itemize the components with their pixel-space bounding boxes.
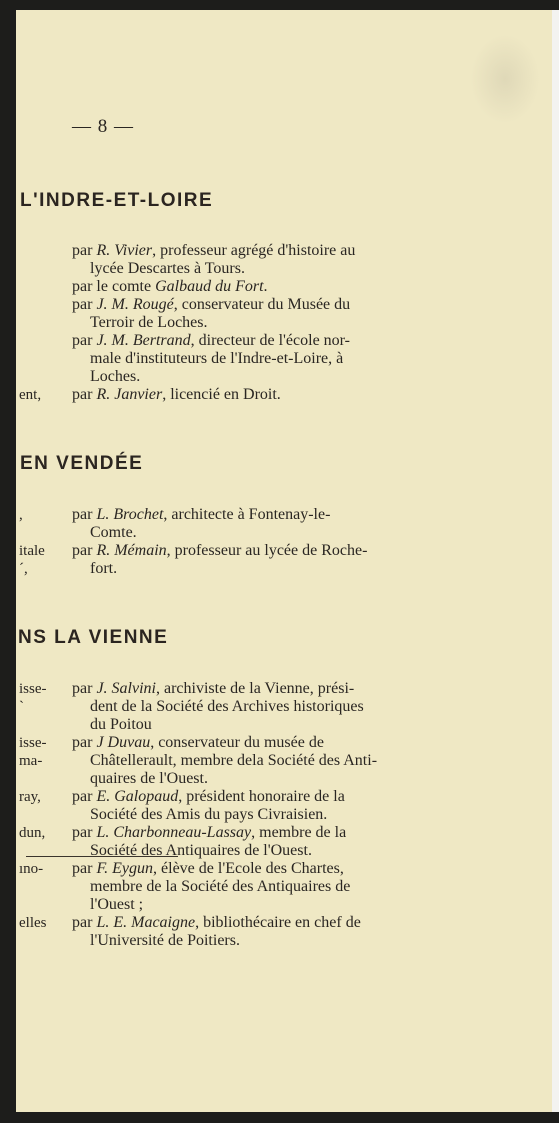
author-name: R. Vivier — [96, 242, 153, 259]
entry-line: par F. Eygun, élève de l'Ecole des Chartes, — [72, 860, 344, 877]
entry-line: l'Université de Poitiers. — [90, 932, 240, 949]
margin-fragment: isse- — [19, 681, 47, 697]
entry-line: par J. M. Rougé, conservateur du Musée du — [72, 296, 351, 313]
author-name: J. M. Rougé — [96, 296, 174, 313]
entry-vivier — [72, 242, 462, 278]
entry-salvini — [72, 680, 462, 734]
entry-line: fort. — [90, 560, 118, 577]
entry-line: l'Ouest ; — [90, 896, 144, 913]
entry-line: par E. Galopaud, président honoraire de la — [72, 788, 345, 805]
author-name: Galbaud du Fort — [155, 278, 264, 295]
margin-fragment: ıno- — [19, 861, 44, 877]
margin-fragment: itale — [19, 543, 45, 559]
section-heading-vienne: NS LA VIENNE — [18, 627, 169, 648]
section-heading-vendee: EN VENDÉE — [20, 453, 144, 474]
footer-rule — [26, 856, 178, 857]
author-name: F. Eygun — [96, 860, 154, 877]
entry-line: par L. Charbonneau-Lassay, membre de la — [72, 824, 347, 841]
entry-galopaud — [72, 788, 462, 824]
entry-rouge — [72, 296, 462, 332]
author-name: R. Janvier — [96, 386, 163, 403]
entry-line: dent de la Société des Archives historiques — [90, 698, 364, 715]
author-name: J Duvau — [96, 734, 151, 751]
author-name: J. M. Bertrand — [96, 332, 191, 349]
entry-line: par L. Brochet, architecte à Fontenay-le- — [72, 506, 331, 523]
entry-line: Société des Antiquaires de l'Ouest. — [90, 842, 312, 859]
margin-fragment: isse- — [19, 735, 47, 751]
entry-eygun — [72, 860, 462, 914]
entry-line: Loches. — [90, 368, 141, 385]
margin-fragment: , — [19, 507, 23, 523]
entry-line: Terroir de Loches. — [90, 314, 208, 331]
entry-line: Châtellerault, membre dela Société des Anti- — [90, 752, 378, 769]
entry-line: par R. Janvier, licencié en Droit. — [72, 386, 281, 403]
author-name: L. Brochet — [96, 506, 164, 523]
margin-fragment: ´, — [19, 561, 28, 577]
entry-charbonneau — [72, 824, 462, 860]
margin-fragment: ray, — [19, 789, 41, 805]
section-heading-indre-et-loire: L'INDRE-ET-LOIRE — [20, 190, 214, 211]
entry-line: par R. Vivier, professeur agrégé d'histoire au — [72, 242, 356, 259]
author-name: L. Charbonneau-Lassay — [96, 824, 252, 841]
paper-right-edge — [552, 10, 559, 1112]
margin-fragment: ` — [19, 699, 24, 715]
margin-fragment: dun, — [19, 825, 46, 841]
entry-line: par J. Salvini, archiviste de la Vienne, prési- — [72, 680, 355, 697]
scan-left-border — [0, 0, 16, 1123]
entry-line: lycée Descartes à Tours. — [90, 260, 245, 277]
entry-line: male d'instituteurs de l'Indre-et-Loire, à — [90, 350, 344, 367]
document-page — [16, 10, 552, 1112]
entry-galbaud — [72, 278, 462, 296]
entry-brochet — [72, 506, 462, 542]
entry-line: quaires de l'Ouest. — [90, 770, 208, 787]
entry-line: par le comte Galbaud du Fort. — [72, 278, 268, 295]
author-name: E. Galopaud — [96, 788, 179, 805]
entry-line: par L. E. Macaigne, bibliothécaire en chef de — [72, 914, 361, 931]
author-name: R. Mémain — [96, 542, 167, 559]
entry-duvau — [72, 734, 462, 788]
page-number: — 8 — — [72, 116, 134, 137]
entry-memain — [72, 542, 462, 578]
author-name: L. E. Macaigne — [96, 914, 196, 931]
entry-line: par R. Mémain, professeur au lycée de Roche- — [72, 542, 368, 559]
entry-line: Comte. — [90, 524, 137, 541]
entry-line: Société des Amis du pays Civraisien. — [90, 806, 328, 823]
entry-line: du Poitou — [90, 716, 152, 733]
entry-line: par J. M. Bertrand, directeur de l'école nor- — [72, 332, 351, 349]
paper-stain — [470, 34, 540, 124]
author-name: J. Salvini — [96, 680, 156, 697]
entry-line: membre de la Société des Antiquaires de — [90, 878, 351, 895]
entry-macaigne — [72, 914, 462, 950]
entry-line: par J Duvau, conservateur du musée de — [72, 734, 324, 751]
entry-bertrand — [72, 332, 462, 386]
margin-fragment: ent, — [19, 387, 42, 403]
margin-fragment: elles — [19, 915, 47, 931]
entry-janvier — [72, 386, 462, 404]
margin-fragment: ma- — [19, 753, 43, 769]
